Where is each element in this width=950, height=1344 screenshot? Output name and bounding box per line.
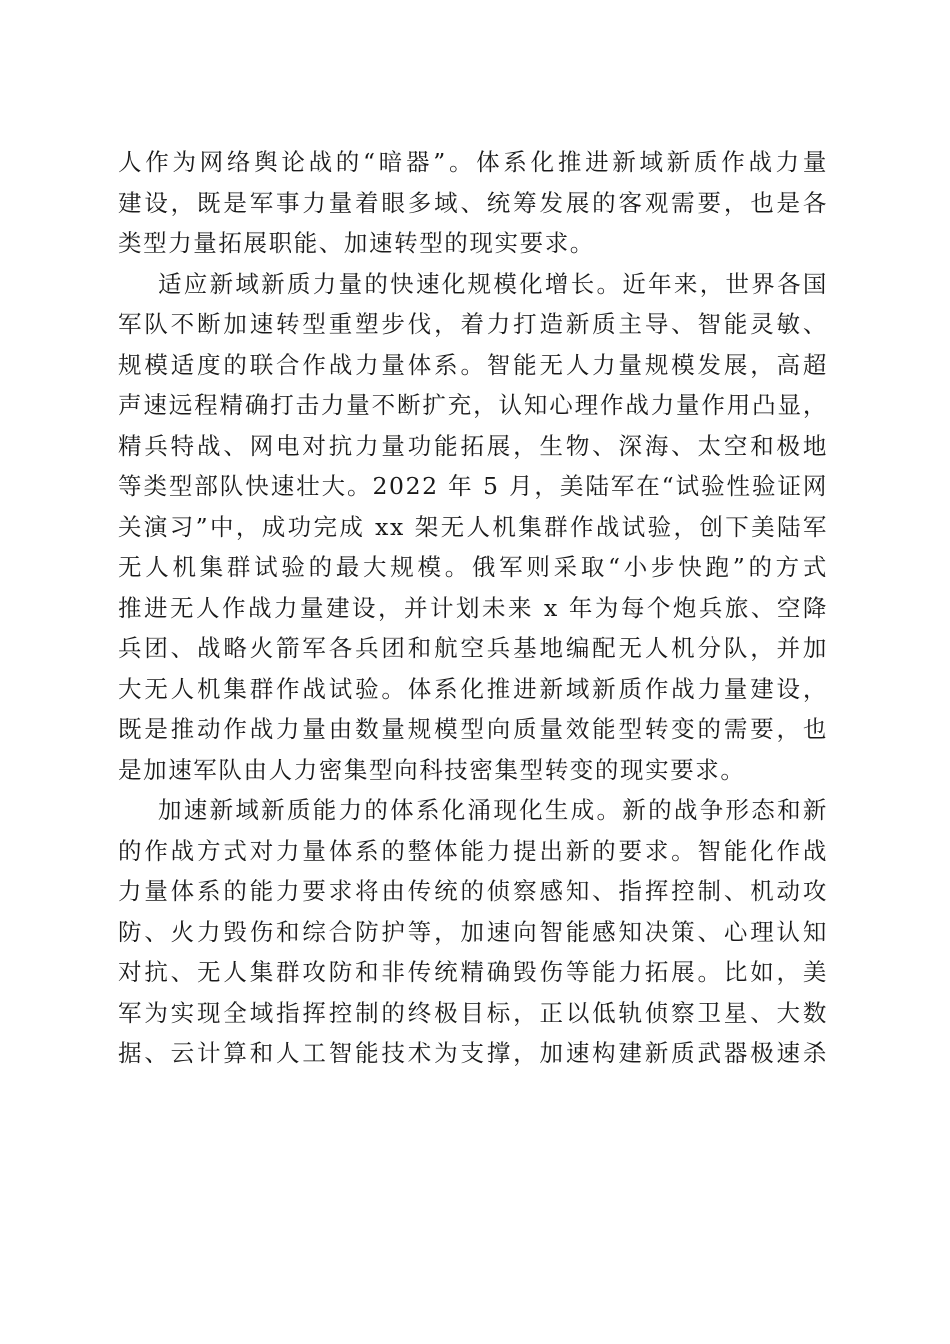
text-line: 军为实现全域指挥控制的终极目标，正以低轨侦察卫星、大数 (118, 998, 828, 1027)
text-line: 大无人机集群作战试验。体系化推进新域新质作战力量建设， (118, 674, 828, 703)
text-line: 推进无人作战力量建设，并计划未来 x 年为每个炮兵旅、空降 (118, 593, 828, 622)
text-line: 防、火力毁伤和综合防护等，加速向智能感知决策、心理认知 (118, 917, 828, 946)
text-line: 等类型部队快速壮大。2022 年 5 月，美陆军在“试验性验证网 (118, 472, 828, 500)
body-text (118, 142, 828, 1074)
text-line: 对抗、无人集群攻防和非传统精确毁伤等能力拓展。比如，美 (118, 958, 828, 986)
text-line: 人作为网络舆论战的“暗器”。体系化推进新域新质作战力量 (118, 148, 828, 176)
text-line: 据、云计算和人工智能技术为支撑，加速构建新质武器极速杀 (118, 1039, 828, 1067)
text-line: 军队不断加速转型重塑步伐，着力打造新质主导、智能灵敏、 (118, 310, 828, 338)
text-line: 是加速军队由人力密集型向科技密集型转变的现实要求。 (118, 755, 746, 784)
text-line: 关演习”中，成功完成 xx 架无人机集群作战试验，创下美陆军 (118, 512, 828, 541)
text-line: 类型力量拓展职能、加速转型的现实要求。 (118, 229, 595, 257)
text-line: 精兵特战、网电对抗力量功能拓展，生物、深海、太空和极地 (118, 431, 828, 460)
paragraph-start-line: 加速新域新质能力的体系化涌现化生成。新的战争形态和新 (158, 796, 828, 824)
text-line: 既是推动作战力量由数量规模型向质量效能型转变的需要，也 (118, 715, 828, 743)
text-line: 无人机集群试验的最大规模。俄军则采取“小步快跑”的方式 (118, 553, 828, 581)
text-line: 力量体系的能力要求将由传统的侦察感知、指挥控制、机动攻 (118, 877, 828, 905)
text-line: 规模适度的联合作战力量体系。智能无人力量规模发展，高超 (118, 350, 828, 379)
paragraph-start-line: 适应新域新质力量的快速化规模化增长。近年来，世界各国 (158, 269, 828, 298)
text-line: 建设，既是军事力量着眼多域、统筹发展的客观需要，也是各 (118, 188, 828, 217)
text-line: 兵团、战略火箭军各兵团和航空兵基地编配无人机分队，并加 (118, 634, 828, 662)
text-line: 的作战方式对力量体系的整体能力提出新的要求。智能化作战 (118, 836, 828, 865)
text-line: 声速远程精确打击力量不断扩充，认知心理作战力量作用凸显， (118, 391, 828, 419)
